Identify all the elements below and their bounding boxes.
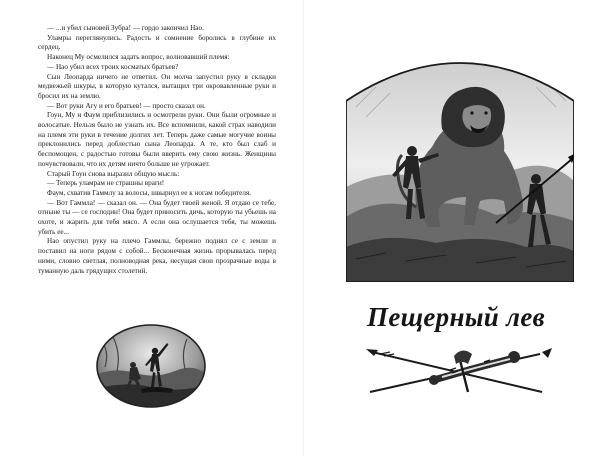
paragraph: Сын Леопарда ничего не ответил. Он молча запустил руку в складки медвежьей шкуры, в которую кутался, вытащил три окровавленные руки и бросил их на землю.: [38, 72, 276, 100]
oval-illustration: [95, 323, 207, 409]
paragraph: Фаум, схватив Гаммлу за волосы, швырнул ее к ногам победителя.: [47, 188, 252, 197]
chapter-title: Пещерный лев: [367, 302, 545, 332]
paragraph: — ...и убил сыновей Зубра! — гордо закончил Нао.: [47, 24, 204, 32]
paragraph: — Теперь уламрам не страшны враги!: [47, 179, 165, 188]
paragraph: Старый Гоун снова выразил общую мысль:: [47, 169, 180, 178]
crossed-weapons-ornament: [364, 340, 552, 406]
paragraph: — Нао убил всех троих косматых братьев?: [47, 62, 179, 71]
paragraph: Уламры переглянулись. Радость и сомнение боролись в глубине их сердец.: [38, 33, 276, 52]
story-text: [38, 24, 276, 276]
cave-lion-illustration: [346, 47, 574, 282]
paragraph: Наконец Му осмелился задать вопрос, волновавший племя:: [47, 53, 230, 62]
paragraph: — Вот руки Агу и его братьев! — просто сказал он.: [47, 101, 206, 110]
paragraph: Гоун, Му и Фаум приблизились и осмотрели руки. Они были огромные и волосатые. Нельзя было не узнать их. Все вспомнили, какой страх наводили на племя эти руки в течение долгих лет. Теперь даже самые могучие воины преклонились перед доблестью сына Леопарда. А те, кто был слаб и беспомощен, с радостью готовы были вверить ему свою жизнь. Женщины почувствовали, что их детям ничто больше не угрожает.: [38, 111, 276, 168]
paragraph: — Вот Гаммла! — сказал он. — Она будет твоей женой. Я отдаю се тебе, отныне ты — се господин! Она будет приносить дичь, которую ты убьешь на охоте, и жарить для тебя мясо. А если она ослушается тебя, ты можешь убить ее...: [38, 198, 276, 236]
paragraph: Нао опустил руку на плечо Гаммлы, бережно поднял се с земли и поставил на ноги рядом с собой... Бесконечная жизнь прорывалась перед ними, словно светлая, полноводная река, несущая свои прозрачные воды в туманную даль грядущих столетий.: [38, 237, 276, 275]
